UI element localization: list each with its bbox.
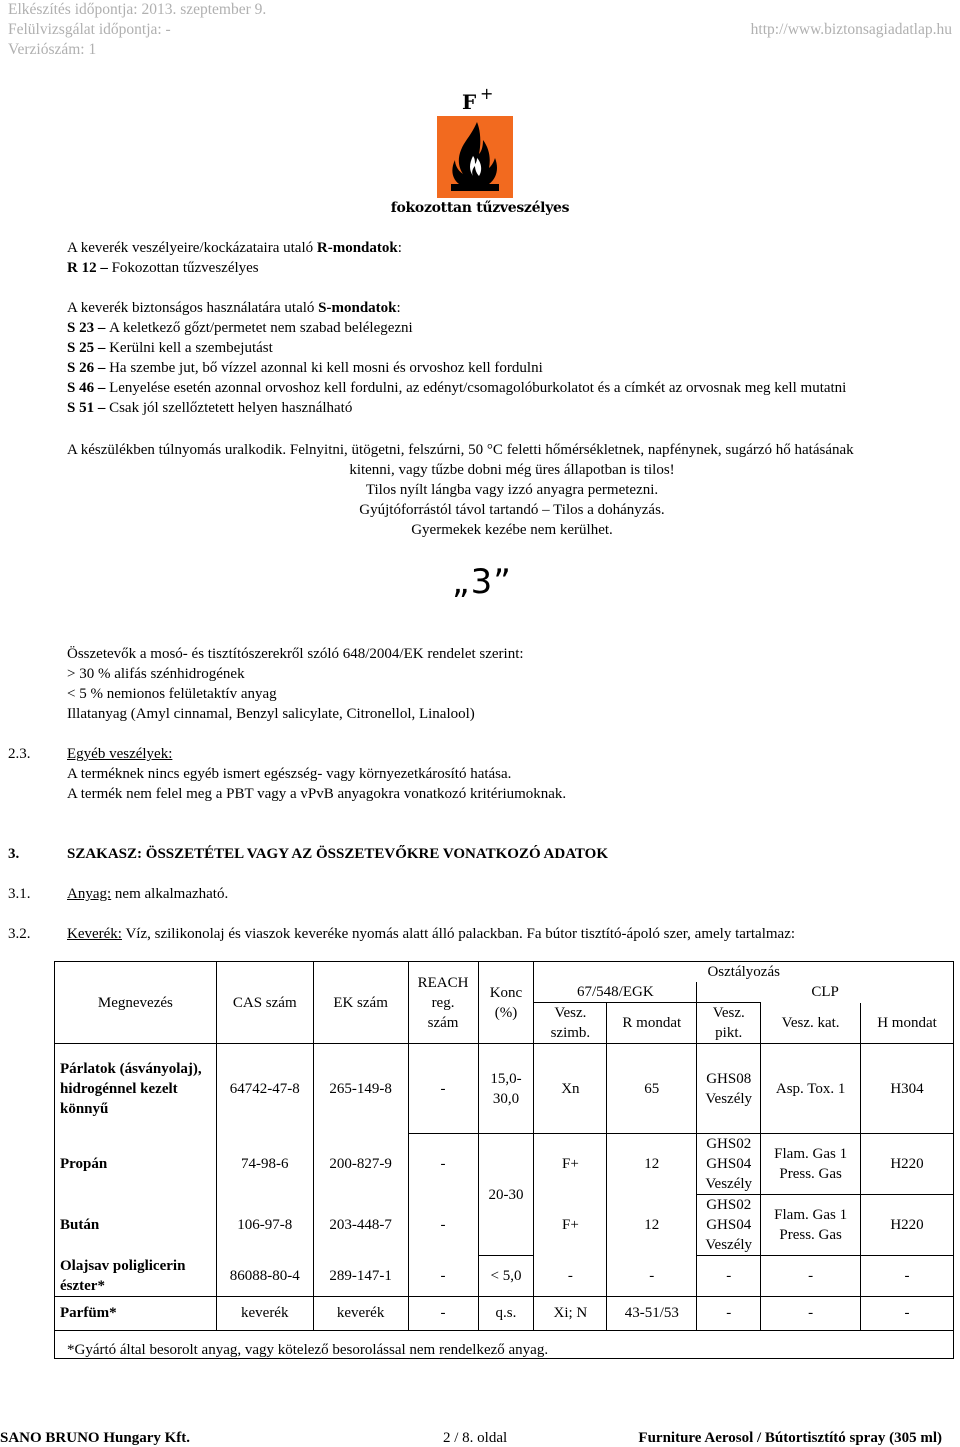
cell-r: -	[607, 1256, 697, 1297]
section-3-1-number: 3.1.	[8, 886, 31, 902]
s-phrases-section	[67, 298, 846, 418]
warning-line-3: Tilos nyílt lángba vagy izzó anyagra permetezni.	[365, 482, 659, 498]
pictogram-letter: F	[462, 90, 477, 114]
cell-h: -	[861, 1256, 954, 1297]
composition-table	[54, 961, 954, 1359]
s-phrase-item: S 23 – A keletkező gőzt/permetet nem szabad belélegezni	[67, 320, 413, 336]
section-3-1	[67, 884, 228, 904]
header-h-mondat: H mondat	[861, 1003, 954, 1044]
table-row	[55, 1044, 954, 1134]
s-phrases-intro: A keverék biztonságos használatára utaló S-mondatok:	[67, 300, 401, 316]
s-phrase-item: S 51 – Csak jól szellőztetett helyen használható	[67, 400, 353, 416]
header-name: Megnevezés	[55, 962, 217, 1044]
cell-konc: q.s.	[478, 1296, 534, 1330]
cell-konc: 15,0- 30,0	[478, 1044, 534, 1134]
section-2-3-title: Egyéb veszélyek:	[67, 746, 173, 762]
header-vesz-kat: Vesz. kat.	[761, 1003, 861, 1044]
cell-reach: -	[408, 1044, 478, 1134]
flame-icon	[437, 116, 513, 198]
warning-line-5: Gyermekek kezébe nem kerülhet.	[411, 522, 613, 538]
pictogram-caption: fokozottan tűzveszélyes	[390, 200, 570, 216]
cell-kat: Asp. Tox. 1	[761, 1044, 861, 1134]
table-row	[55, 1296, 954, 1330]
header-osztalyozas: Osztályozás	[534, 962, 954, 983]
section-3-2-number: 3.2.	[8, 926, 31, 942]
cell-szimb: F+	[534, 1134, 607, 1195]
warnings-block	[67, 460, 957, 540]
cell-cas: 106-97-8	[216, 1195, 313, 1256]
cell-cas: 86088-80-4	[216, 1256, 313, 1297]
cell-r: 65	[607, 1044, 697, 1134]
cell-szimb: Xi; N	[534, 1296, 607, 1330]
cell-pikt: -	[697, 1256, 761, 1297]
cell-r: 12	[607, 1134, 697, 1195]
cell-name: Olajsav poliglicerin észter*	[55, 1256, 217, 1297]
header-clp: CLP	[697, 982, 954, 1003]
section-3-number: 3.	[8, 846, 20, 862]
r-phrases-intro: A keverék veszélyeire/kockázataira utaló R-mondatok:	[67, 240, 402, 256]
cell-pikt: GHS08 Veszély	[697, 1044, 761, 1134]
cell-r: 12	[607, 1195, 697, 1256]
header-vesz-pikt: Vesz. pikt.	[697, 1003, 761, 1044]
section-2-3-line-2: A termék nem felel meg a PBT vagy a vPvB anyagokra vonatkozó kritériumoknak.	[67, 786, 567, 802]
warning-line-4: Gyújtóforrástól távol tartandó – Tilos a dohányzás.	[359, 502, 665, 518]
cell-h: -	[861, 1296, 954, 1330]
cell-cas: keverék	[216, 1296, 313, 1330]
page-footer	[0, 1428, 960, 1447]
cell-kat: -	[761, 1256, 861, 1297]
cell-konc: 20-30	[478, 1134, 534, 1256]
version-number: Verziószám: 1	[8, 41, 97, 58]
section-3-title: SZAKASZ: ÖSSZETÉTEL VAGY AZ ÖSSZETEVŐKRE VONATKOZÓ ADATOK	[67, 846, 608, 862]
cell-kat: -	[761, 1296, 861, 1330]
section-3-2	[67, 924, 795, 944]
hazard-pictogram	[390, 86, 570, 220]
cell-h: H304	[861, 1044, 954, 1134]
r-phrases-section	[67, 238, 402, 278]
cell-ek: keverék	[313, 1296, 408, 1330]
cell-reach: -	[408, 1195, 478, 1256]
pictogram-plus: +	[480, 84, 494, 103]
page-header	[8, 0, 952, 60]
cell-reach: -	[408, 1134, 478, 1195]
cell-szimb: Xn	[534, 1044, 607, 1134]
cell-kat: Flam. Gas 1 Press. Gas	[761, 1195, 861, 1256]
section-2-3-number: 2.3.	[8, 746, 31, 762]
cell-reach: -	[408, 1256, 478, 1297]
footer-company: SANO BRUNO Hungary Kft.	[0, 1430, 191, 1446]
large-symbol: „3”	[452, 562, 512, 602]
ingredients-section	[67, 644, 524, 724]
cell-r: 43-51/53	[607, 1296, 697, 1330]
section-2-3	[67, 744, 566, 804]
cell-name: Parfüm*	[55, 1296, 217, 1330]
cell-cas: 64742-47-8	[216, 1044, 313, 1134]
s-phrase-item: S 26 – Ha szembe jut, bő vízzel azonnal ki kell mosni és orvoshoz kell fordulni	[67, 360, 543, 376]
cell-ek: 265-149-8	[313, 1044, 408, 1134]
website-link[interactable]: http://www.biztonsagiadatlap.hu	[750, 21, 952, 38]
cell-szimb: F+	[534, 1195, 607, 1256]
ingredient-item: Illatanyag (Amyl cinnamal, Benzyl salicylate, Citronellol, Linalool)	[67, 706, 475, 722]
ingredient-item: < 5 % nemionos felületaktív anyag	[67, 686, 277, 702]
cell-pikt: GHS02 GHS04 Veszély	[697, 1134, 761, 1195]
cell-ek: 203-448-7	[313, 1195, 408, 1256]
cell-name: Párlatok (ásványolaj), hidrogénnel kezelt könnyű	[55, 1044, 217, 1134]
cell-name: Propán	[55, 1134, 217, 1195]
ingredient-item: > 30 % alifás szénhidrogének	[67, 666, 245, 682]
cell-pikt: GHS02 GHS04 Veszély	[697, 1195, 761, 1256]
cell-h: H220	[861, 1195, 954, 1256]
section-2-3-line-1: A terméknek nincs egyéb ismert egészség- vagy környezetkárosító hatása.	[67, 766, 512, 782]
header-directive: 67/548/EGK	[534, 982, 697, 1003]
table-row	[55, 1134, 954, 1195]
table-row	[55, 1256, 954, 1297]
s-phrase-item: S 25 – Kerülni kell a szembejutást	[67, 340, 273, 356]
header-reach: REACH reg. szám	[408, 962, 478, 1044]
header-konc: Konc (%)	[478, 962, 534, 1044]
footnote: *Gyártó által besorolt anyag, vagy kötelező besorolással nem rendelkező anyag.	[67, 1342, 549, 1358]
header-ek: EK szám	[313, 962, 408, 1044]
cell-ek: 200-827-9	[313, 1134, 408, 1195]
cell-cas: 74-98-6	[216, 1134, 313, 1195]
footer-page-number: 2 / 8. oldal	[443, 1430, 508, 1446]
s-phrase-item: S 46 – Lenyelése esetén azonnal orvoshoz kell fordulni, az edényt/csomagolóburkolatot és a címkét az orvosnak meg kell mutatni	[67, 380, 847, 396]
section-3-1-text: nem alkalmazható.	[111, 886, 229, 902]
header-cas: CAS szám	[216, 962, 313, 1044]
cell-konc: < 5,0	[478, 1256, 534, 1297]
cell-szimb: -	[534, 1256, 607, 1297]
cell-ek: 289-147-1	[313, 1256, 408, 1297]
header-r-mondat: R mondat	[607, 1003, 697, 1044]
cell-name: Bután	[55, 1195, 217, 1256]
section-3-2-text: Víz, szilikonolaj és viaszok keveréke nyomás alatt álló palackban. Fa bútor tisztító-ápoló szer, amely tartalmaz:	[121, 926, 796, 942]
cell-pikt: -	[697, 1296, 761, 1330]
section-3-2-label: Keverék:	[67, 926, 122, 942]
r-phrase-item: R 12 – Fokozottan tűzveszélyes	[67, 260, 259, 276]
ingredients-intro: Összetevők a mosó- és tisztítószerekről szóló 648/2004/EK rendelet szerint:	[67, 646, 524, 662]
header-vesz-szimb: Vesz. szimb.	[534, 1003, 607, 1044]
section-3-1-label: Anyag:	[67, 886, 112, 902]
warning-line-1: A készülékben túlnyomás uralkodik. Felnyitni, ütögetni, felszúrni, 50 °C feletti hőmérsékletnek, napfénynek, sugárzó hő hatásának	[67, 442, 854, 458]
warning-line-2: kitenni, vagy tűzbe dobni még üres állapotban is tilos!	[349, 462, 675, 478]
revision-date: Felülvizsgálat időpontja: -	[8, 21, 171, 38]
cell-h: H220	[861, 1134, 954, 1195]
cell-reach: -	[408, 1296, 478, 1330]
cell-kat: Flam. Gas 1 Press. Gas	[761, 1134, 861, 1195]
created-date: Elkészítés időpontja: 2013. szeptember 9.	[8, 1, 267, 18]
footer-product: Furniture Aerosol / Bútortisztító spray (305 ml)	[638, 1430, 942, 1446]
